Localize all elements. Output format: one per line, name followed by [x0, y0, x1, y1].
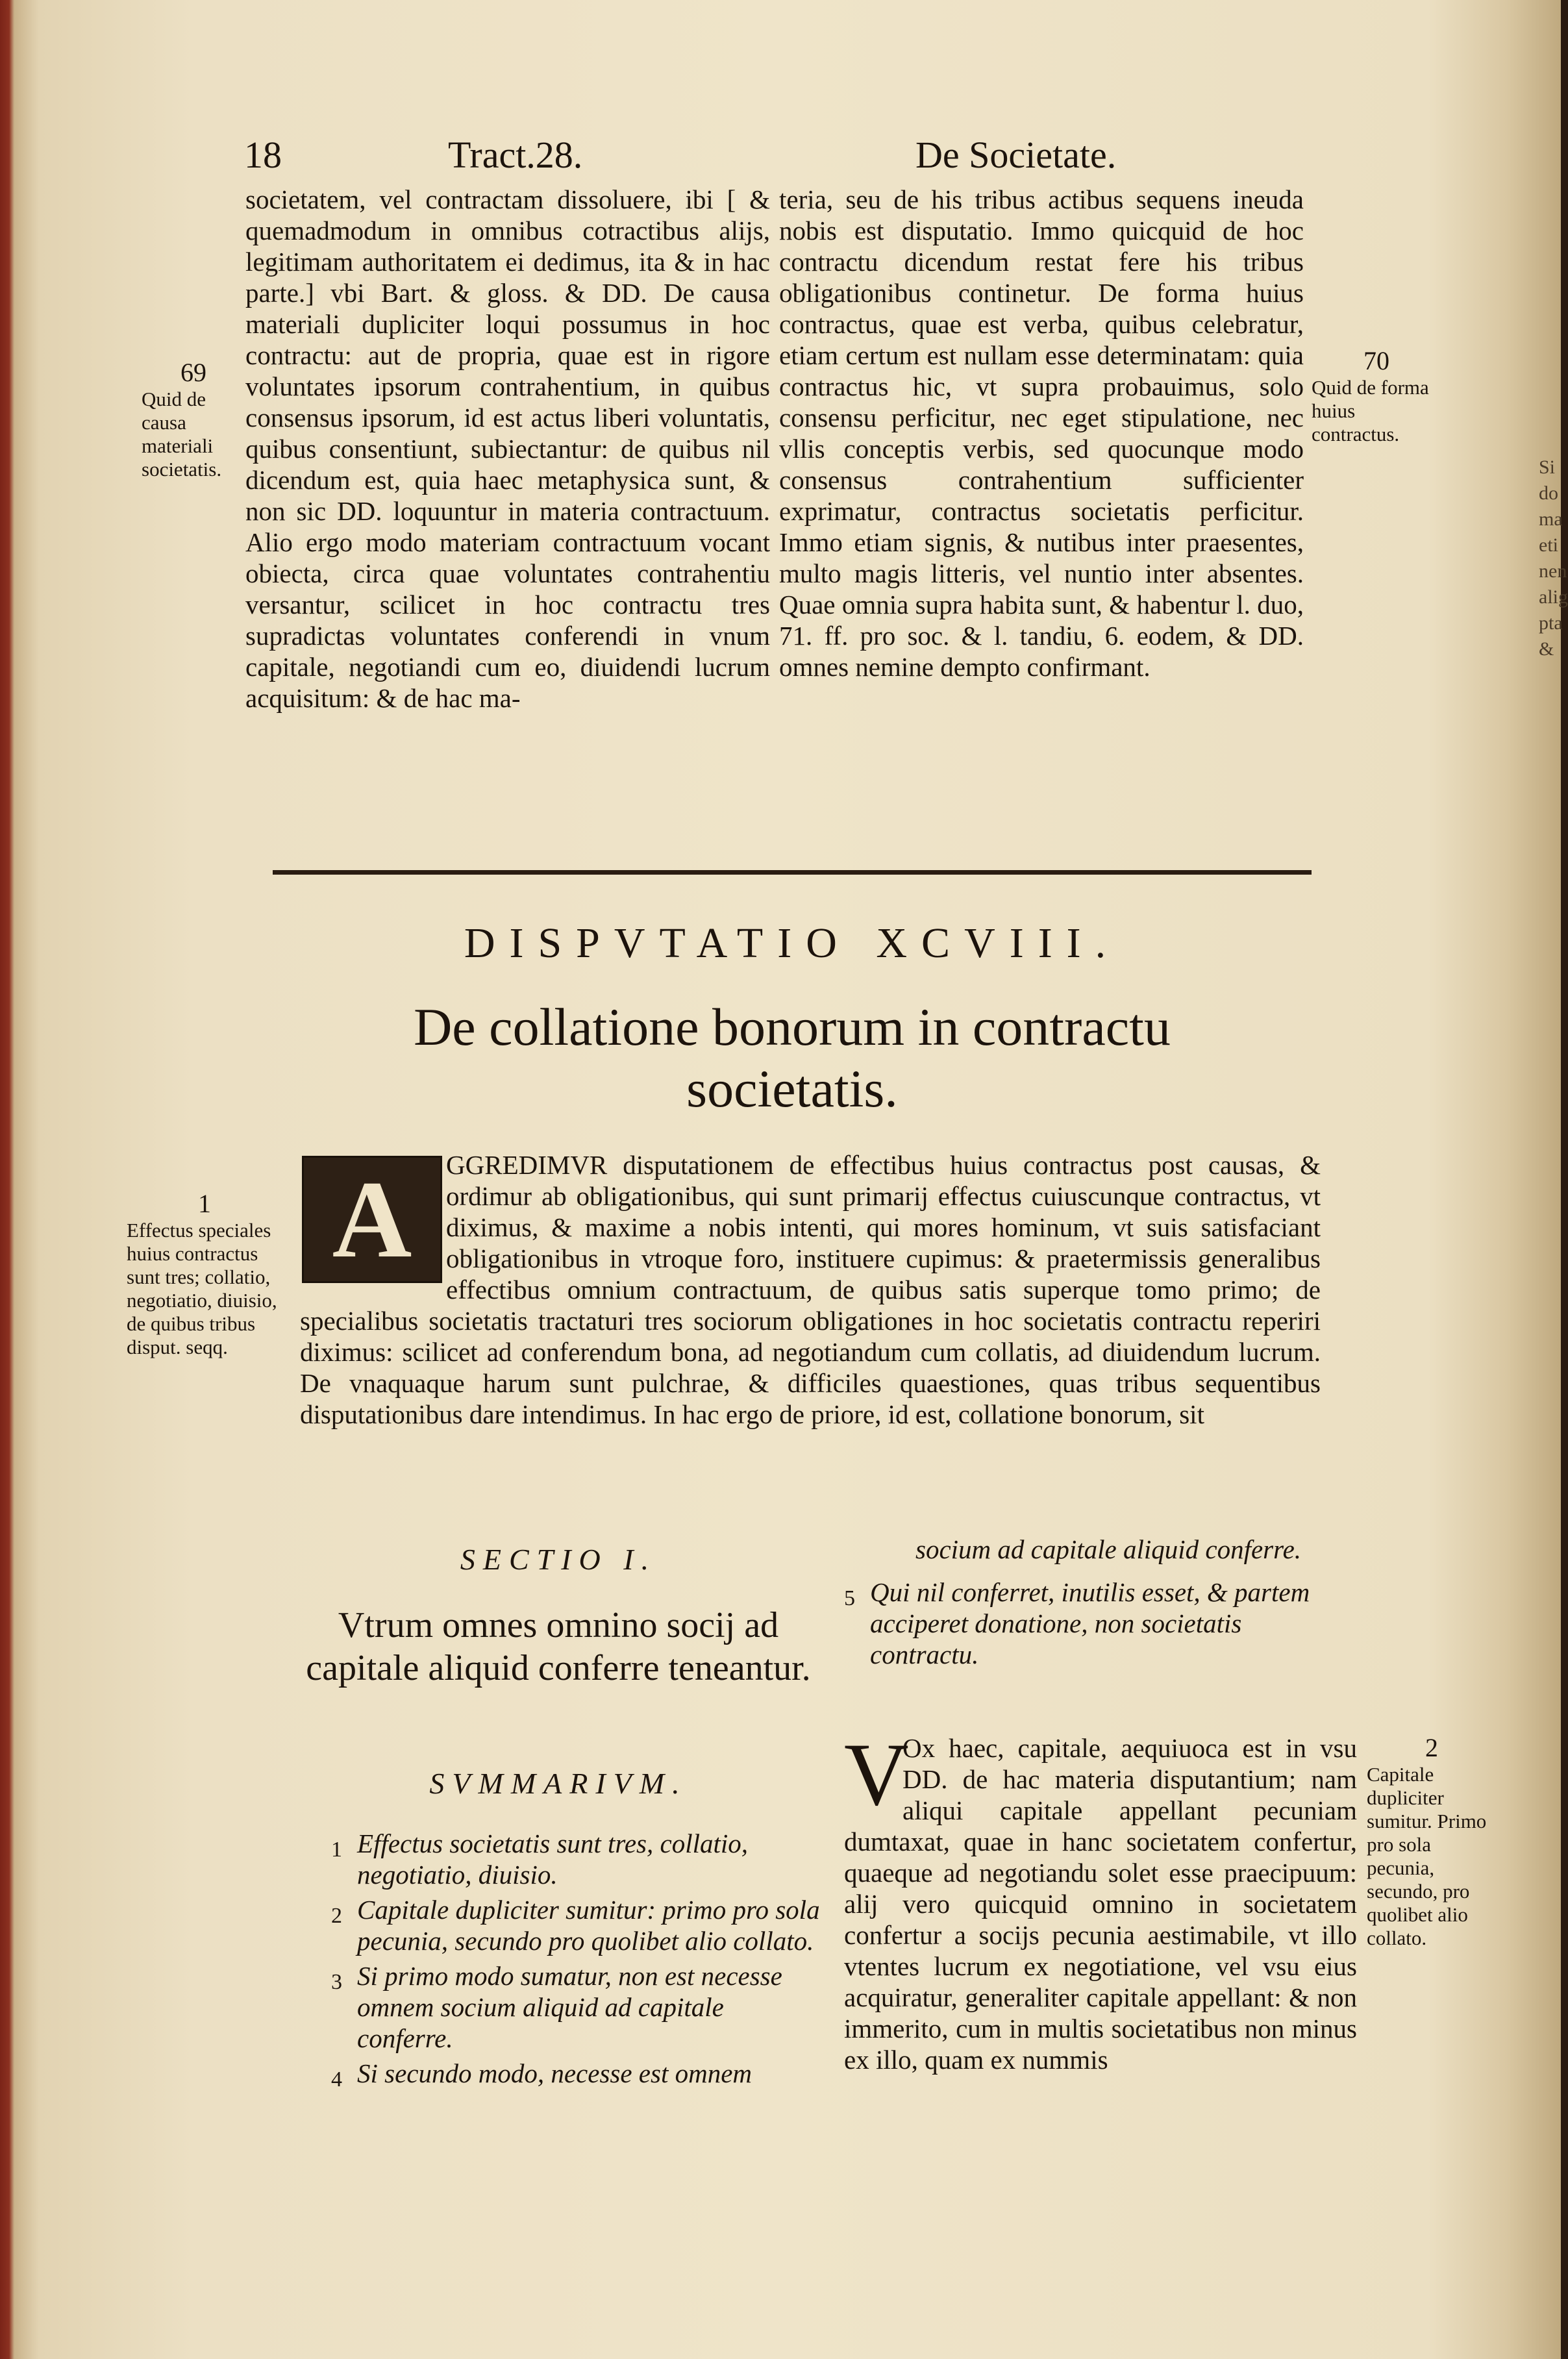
summary-item-number: 2: [331, 1904, 342, 1928]
running-title-right: De Societate.: [915, 134, 1117, 176]
sectio-question: Vtrum omnes omnino socij ad capitale aliquid conferre teneantur.: [306, 1605, 811, 1688]
page-number: 18: [244, 134, 282, 176]
intro-text: GGREDIMVR disputationem de effectibus huius contractus post causas, & ordimur ab obligationibus, qui sunt primarij effectus cuiuscunque contractus, vt diximus, & maxime a nobis intenti, qui mores hominum, vt suis satisfaciant obligationibus in vtroque foro, instituere cupimus: & praetermissis generalibus effectibus omnium contractuum, de quibus satis superque tomo primo; de specialibus societatis tractaturi tres sociorum obligationes in hoc societatis contractu reperiri diximus: scilicet ad conferendum bona, ad negotiandum cum collatis, ad diuidendum lucrum. De vnaquaque harum sunt pulchrae, & difficiles quaestiones, quas tribus sequentibus disputationibus dare intendimus. In hac ergo de priore, id est, collatione bonorum, sit: [300, 1150, 1321, 1429]
margin-note-text: Capitale dupliciter sumitur. Primo pro sola pecunia, secundo, pro quolibet alio collato.: [1367, 1763, 1487, 1949]
top-left-text: societatem, vel contractam dissoluere, ibi [ & quemadmodum in omnibus cotractibus alijs, legitimam authoritatem ei dedimus, ita & in hac parte.] vbi Bart. & gloss. & DD. De causa materiali dupliciter loqui possumus in hoc contractu: aut de propria, quae est in rigore voluntates ipsorum contrahentium, in quibus consensus ipsorum, id est actus liberi voluntatis, quibus consentiunt, subiectantur: de quibus nil dicendum est, quia haec metaphysica sunt, & non sic DD. loquuntur in materia contractuum. Alio ergo modo materiam contractuum vocant obiecta, circa quae voluntates contrahentiu versantur, scilicet in hoc contractu tres supradictas voluntates conferendi in vnum capitale, negotiandi cum eo, diuidendi lucrum acquisitum: & de hac ma-: [245, 184, 770, 713]
margin-note-2: [1367, 1732, 1497, 1950]
drop-cap-a: A: [302, 1156, 442, 1283]
margin-note-text: Effectus speciales huius contractus sunt tres; collatio, negotiatio, diuisio, de quibus tribus disput. seqq.: [127, 1219, 277, 1358]
summary-item: [844, 1577, 1350, 1670]
body-right-column: [844, 1725, 1357, 2075]
summary-item-text: Effectus societatis sunt tres, collatio, negotiatio, diuisio.: [357, 1829, 749, 1890]
disputatio-heading: DISPVTATIO XCVIII.: [464, 919, 1121, 967]
summary-continuation: [844, 1534, 1350, 1670]
margin-note-number: 2: [1425, 1733, 1438, 1762]
summary-item-text: Capitale dupliciter sumitur: primo pro sola pecunia, secundo pro quolibet alio collato.: [357, 1895, 820, 1956]
summary-label: SVMMARIVM.: [429, 1767, 688, 1800]
top-right-column: [779, 184, 1304, 682]
fragment: alig: [1539, 586, 1568, 608]
drop-cap-spacer: [300, 1149, 446, 1279]
disputatio-title-line2: societatis.: [686, 1059, 898, 1118]
summary-item: [331, 2058, 825, 2089]
fragment: pta: [1539, 612, 1563, 634]
margin-note-text: Quid de causa materiali societatis.: [142, 388, 222, 481]
fragment: &: [1539, 638, 1554, 660]
adjacent-page-fragments: [1539, 455, 1568, 662]
fragment: nen: [1539, 560, 1567, 582]
margin-note-text: Quid de forma huius contractus.: [1312, 376, 1429, 445]
summary-item: [331, 1960, 825, 2054]
summary-item-4-continuation: socium ad capitale aliquid conferre.: [915, 1534, 1302, 1564]
top-left-column: [245, 184, 770, 714]
fragment: Si: [1539, 456, 1556, 478]
running-title-left: Tract.28.: [448, 134, 583, 176]
summary-item: [331, 1828, 825, 1890]
margin-note-number: 1: [198, 1189, 211, 1218]
summary-item: [331, 1894, 825, 1956]
body-right-text: Ox haec, capitale, aequiuoca est in vsu DD. de hac materia disputantium; nam aliqui capitale appellant pecuniam dumtaxat, quae in hanc societatem confertur, quaeque ad negotiandu solet esse praecipuum: alij vero quicquid omnino in societatem confertur a socijs pecunia aestimabile, vt illo vtentes lucrum ex negotiatione, vel vsu eius acquiratur, generaliter capitale appellant: & non immerito, cum in multis societatibus non minus ex illo, quam ex nummis: [844, 1733, 1357, 2075]
top-right-text: teria, seu de his tribus actibus sequens ineuda nobis est disputatio. Immo quicquid de hoc contractu dicendum restat fere his tribus obligationibus continetur. De forma huius contractus, quae est verba, quibus celebratur, etiam certum est nullam esse determinatam: quia contractus hic, vt supra probauimus, solo consensu perficitur, nec eget stipulatione, nec vllis conceptis verbis, sed quocunque modo consensus contrahentium sufficienter exprimatur, contractus societatis perficitur. Immo etiam signis, & nutibus inter praesentes, multo magis litteris, vel nuntio inter absentes. Quae omnia supra habita sunt, & habentur l. duo, 71. ff. pro soc. & l. tandiu, 6. eodem, & DD. omnes nemine dempto confirmant.: [779, 184, 1304, 682]
summary-list: [331, 1828, 825, 2089]
margin-note-number: 70: [1363, 346, 1389, 375]
margin-note-number: 69: [180, 358, 206, 387]
fragment: do: [1539, 482, 1558, 504]
section-divider-rule: [273, 870, 1312, 875]
summary-item-text: Si secundo modo, necesse est omnem: [357, 2058, 753, 2088]
margin-note-70: [1312, 345, 1441, 446]
margin-note-1: [127, 1188, 282, 1359]
summary-item-number: 4: [331, 2067, 342, 2091]
summary-item-text: Si primo modo sumatur, non est necesse omnem socium aliquid ad capitale conferre.: [357, 1961, 782, 2053]
fragment: eti: [1539, 534, 1558, 556]
summary-item-number: 5: [844, 1586, 855, 1610]
summary-item-text: Qui nil conferret, inutilis esset, & partem acciperet donatione, non societatis contractu.: [870, 1577, 1310, 1669]
margin-note-69: [142, 357, 245, 481]
summary-item-number: 1: [331, 1838, 342, 1862]
disputatio-title-line1: De collatione bonorum in contractu: [414, 997, 1171, 1056]
intro-paragraph: [300, 1149, 1321, 1430]
fragment: ma: [1539, 508, 1563, 530]
drop-cap-v: V: [844, 1725, 909, 1824]
sectio-label: SECTIO I.: [460, 1543, 657, 1576]
summary-item-number: 3: [331, 1970, 342, 1994]
